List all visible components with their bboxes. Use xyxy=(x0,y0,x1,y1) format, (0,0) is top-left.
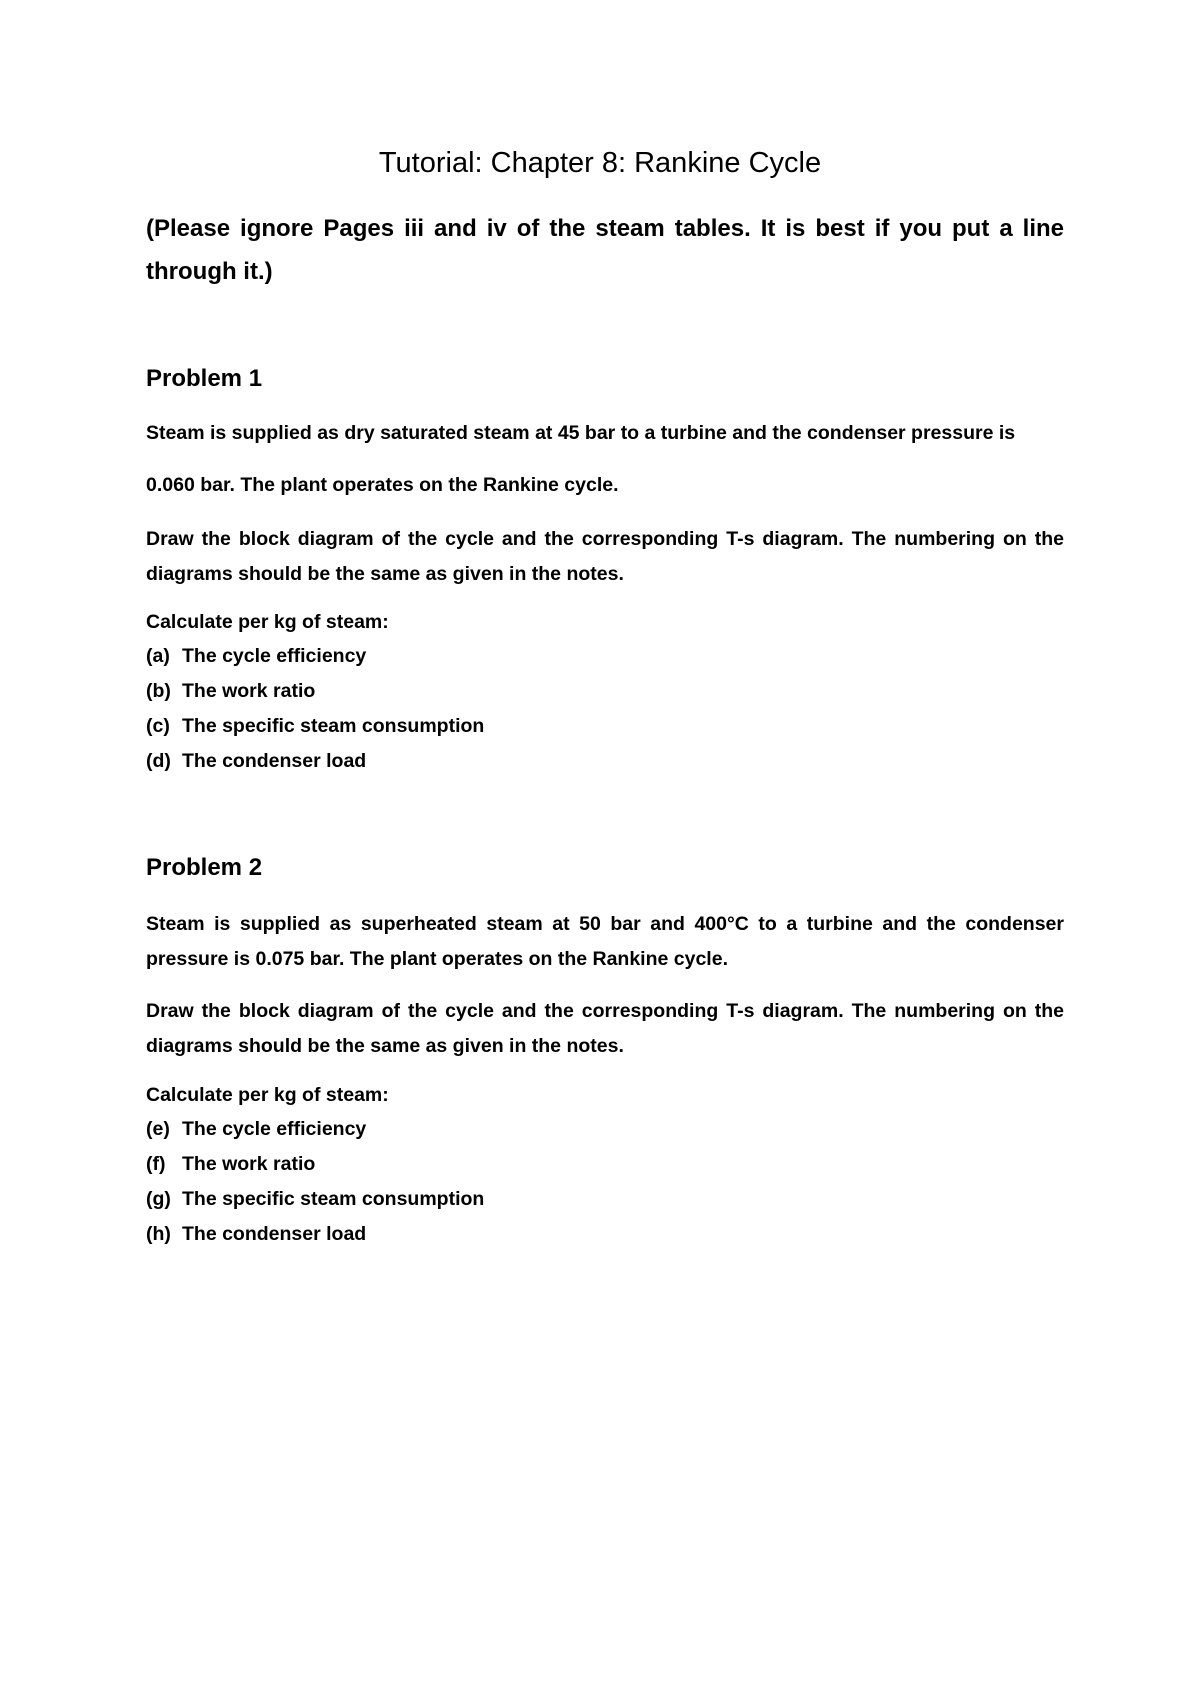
list-marker: (b) xyxy=(146,680,171,702)
problem-1-calc-intro: Calculate per kg of steam: xyxy=(146,611,389,633)
list-item-text: The work ratio xyxy=(182,680,316,702)
list-item-text: The cycle efficiency xyxy=(182,1118,367,1140)
list-item xyxy=(146,1147,1046,1182)
list-item xyxy=(146,639,1046,674)
list-item-text: The condenser load xyxy=(182,750,367,772)
list-item xyxy=(146,1112,1046,1147)
problem-2-calc-intro: Calculate per kg of steam: xyxy=(146,1084,389,1106)
problem-2-question-list xyxy=(146,1112,1046,1252)
list-item xyxy=(146,744,1046,779)
list-item xyxy=(146,709,1046,744)
list-item-text: The cycle efficiency xyxy=(182,645,367,667)
list-marker: (d) xyxy=(146,750,171,772)
list-marker: (h) xyxy=(146,1223,171,1245)
problem-1-question-list xyxy=(146,639,1046,779)
list-item-text: The specific steam consumption xyxy=(182,715,485,737)
list-item xyxy=(146,1182,1046,1217)
problem-2-heading: Problem 2 xyxy=(146,854,263,881)
list-marker: (f) xyxy=(146,1153,166,1175)
list-marker: (e) xyxy=(146,1118,170,1140)
list-marker: (g) xyxy=(146,1188,171,1210)
intro-note: (Please ignore Pages iii and iv of the steam tables. It is best if you put a line through it.) xyxy=(146,215,1064,285)
page-title: Tutorial: Chapter 8: Rankine Cycle xyxy=(378,147,822,179)
list-marker: (a) xyxy=(146,645,170,667)
list-marker: (c) xyxy=(146,715,170,737)
problem-1-statement-line1: Steam is supplied as dry saturated steam at 45 bar to a turbine and the condenser pressure is xyxy=(146,422,1016,444)
problem-1-draw-instruction: Draw the block diagram of the cycle and the corresponding T-s diagram. The numbering on the diagrams should be the same as given in the notes. xyxy=(146,528,1064,585)
list-item-text: The work ratio xyxy=(182,1153,316,1175)
list-item xyxy=(146,674,1046,709)
list-item-text: The condenser load xyxy=(182,1223,367,1245)
list-item-text: The specific steam consumption xyxy=(182,1188,485,1210)
problem-2-statement: Steam is supplied as superheated steam at 50 bar and 400°C to a turbine and the condenser pressure is 0.075 bar. The plant operates on the Rankine cycle. xyxy=(146,913,1064,970)
problem-1-heading: Problem 1 xyxy=(146,365,263,392)
problem-2-draw-instruction: Draw the block diagram of the cycle and the corresponding T-s diagram. The numbering on the diagrams should be the same as given in the notes. xyxy=(146,1000,1064,1057)
problem-1-statement-line2: 0.060 bar. The plant operates on the Rankine cycle. xyxy=(146,474,619,496)
list-item xyxy=(146,1217,1046,1252)
